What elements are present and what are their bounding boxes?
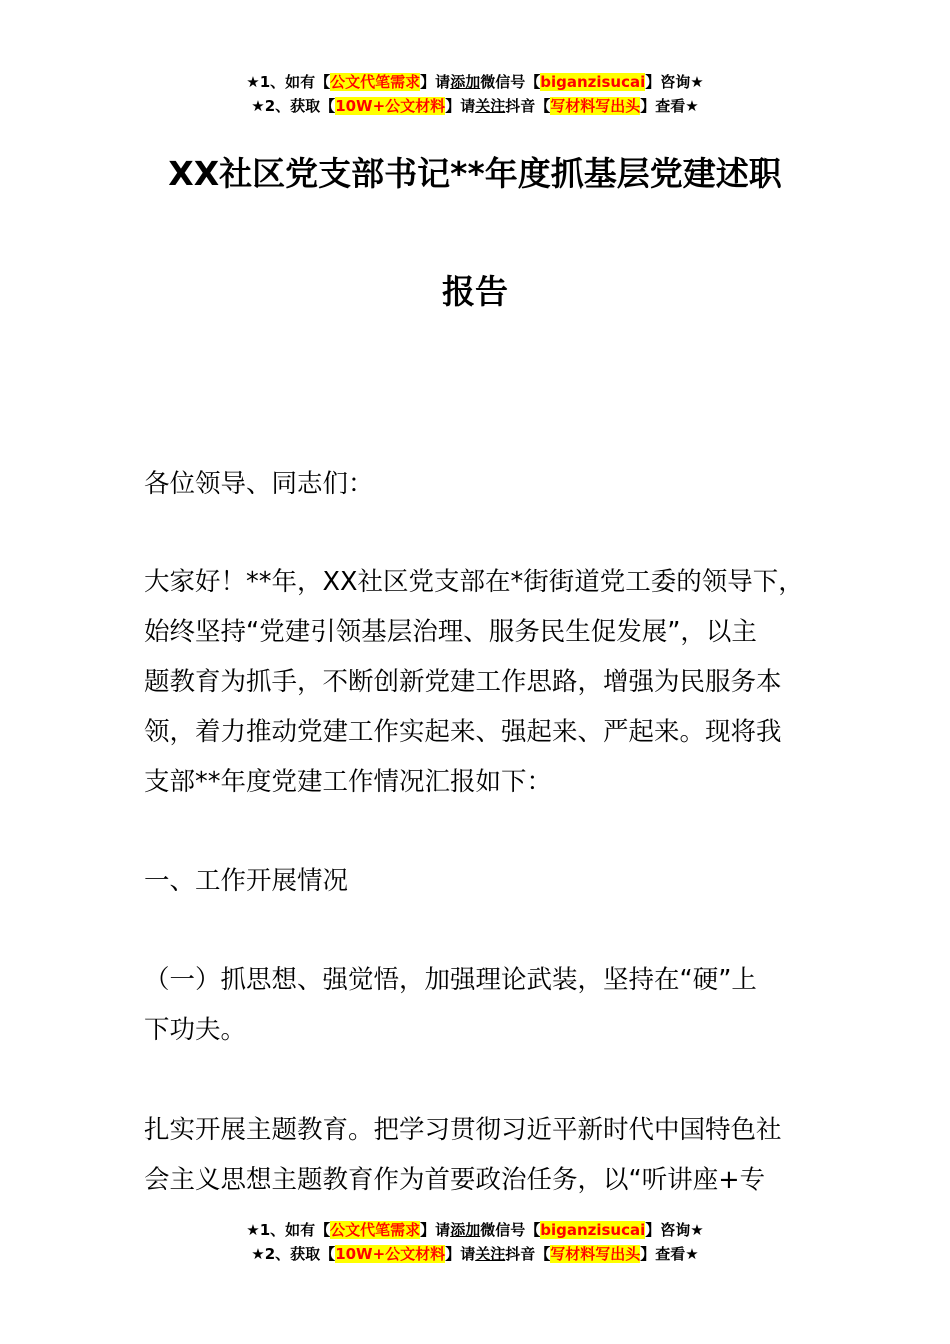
paragraph-line: 大家好！**年，XX社区党支部在*街街道党工委的领导下， [144,567,804,597]
promo-highlight: 公文代笔需求 [330,73,421,91]
header-promo-banner [0,70,950,118]
promo-text: 】查看★ [640,1245,699,1263]
document-title-line-2: 报告 [442,272,508,311]
promo-text: 】请 [445,1245,476,1263]
promo-douyin-account: 写材料写出头 [550,97,641,115]
paragraph-line: 会主义思想主题教育作为首要政治任务，以“听讲座+专 [144,1165,766,1195]
section-heading-text: 一、工作开展情况 [144,866,349,896]
paragraph-line: 始终坚持“党建引领基层治理、服务民生促发展”，以主 [144,617,757,647]
promo-text: 微信号【 [480,73,541,91]
promo-wechat-id: biganzisucai [540,1221,646,1239]
paragraph-line: 支部**年度党建工作情况汇报如下： [144,767,553,797]
paragraph-line: 扎实开展主题教育。把学习贯彻习近平新时代中国特色社 [144,1115,782,1145]
promo-underlined: 关注 [475,1245,506,1263]
paragraph-line: 题教育为抓手，不断创新党建工作思路，增强为民服务本 [144,667,782,697]
promo-underlined: 关注 [475,97,506,115]
promo-text: 抖音【 [505,97,551,115]
promo-text: ★2、获取【 [251,1245,336,1263]
promo-text: ★2、获取【 [251,97,336,115]
salutation-text: 各位领导、同志们： [144,469,374,499]
document-title-line-1: XX社区党支部书记**年度抓基层党建述职 [168,154,782,193]
body-paragraph [144,1105,824,1205]
promo-text: ★1、如有【 [246,1221,331,1239]
promo-highlight: 10W+公文材料 [335,97,446,115]
promo-highlight: 公文代笔需求 [330,1221,421,1239]
promo-text: 】请 [420,1221,451,1239]
paragraph-line: 下功夫。 [144,1015,247,1045]
section-heading [144,856,824,906]
promo-text: 】查看★ [640,97,699,115]
promo-douyin-account: 写材料写出头 [550,1245,641,1263]
promo-underlined: 添加 [450,1221,481,1239]
promo-highlight: 10W+公文材料 [335,1245,446,1263]
paragraph-line: 领，着力推动党建工作实起来、强起来、严起来。现将我 [144,717,782,747]
promo-text: 】请 [445,97,476,115]
promo-underlined: 添加 [450,73,481,91]
footer-promo-banner [0,1218,950,1266]
promo-text: 抖音【 [505,1245,551,1263]
promo-line-1 [0,1218,950,1242]
salutation [144,459,824,509]
promo-wechat-id: biganzisucai [540,73,646,91]
intro-paragraph [144,557,824,807]
promo-line-2 [0,94,950,118]
subsection-heading [144,955,824,1055]
promo-line-1 [0,70,950,94]
promo-text: 】请 [420,73,451,91]
promo-text: 】咨询★ [645,1221,704,1239]
paragraph-line: （一）抓思想、强觉悟，加强理论武装，坚持在“硬”上 [144,965,757,995]
promo-text: ★1、如有【 [246,73,331,91]
promo-line-2 [0,1242,950,1266]
promo-text: 】咨询★ [645,73,704,91]
promo-text: 微信号【 [480,1221,541,1239]
